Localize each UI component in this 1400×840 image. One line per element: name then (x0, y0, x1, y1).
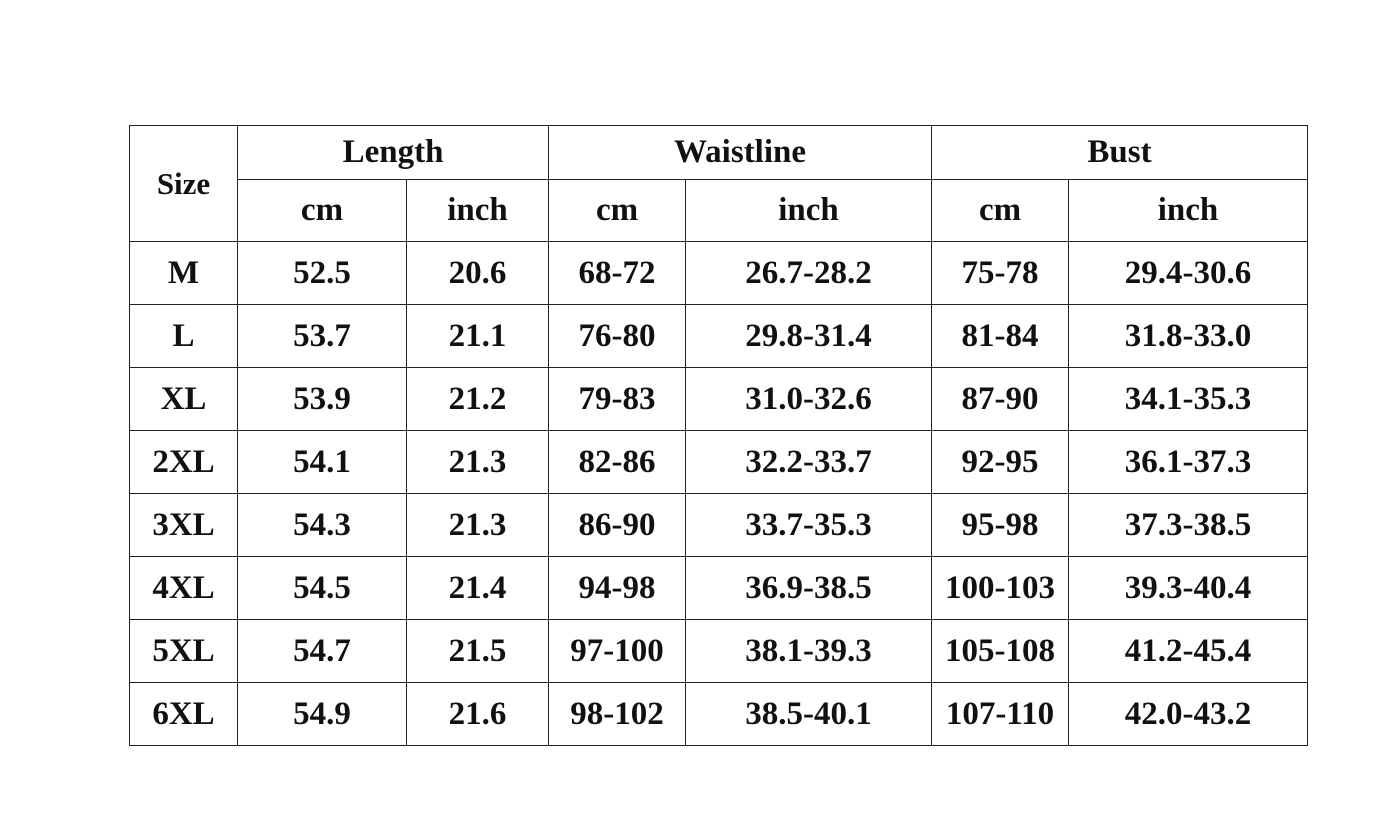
waistline-cm-cell: 82-86 (549, 431, 686, 494)
length-cm-cell: 52.5 (238, 242, 407, 305)
waistline-header: Waistline (549, 126, 932, 180)
size-cell: 6XL (130, 683, 238, 746)
waistline-cm-cell: 86-90 (549, 494, 686, 557)
waistline-cm-header: cm (549, 180, 686, 242)
waistline-cm-cell: 97-100 (549, 620, 686, 683)
length-inch-cell: 21.4 (407, 557, 549, 620)
size-cell: L (130, 305, 238, 368)
waistline-inch-cell: 31.0-32.6 (686, 368, 932, 431)
waistline-inch-cell: 33.7-35.3 (686, 494, 932, 557)
unit-header-row (130, 180, 1308, 242)
waistline-inch-cell: 26.7-28.2 (686, 242, 932, 305)
length-header: Length (238, 126, 549, 180)
bust-cm-cell: 87-90 (932, 368, 1069, 431)
bust-cm-cell: 92-95 (932, 431, 1069, 494)
bust-inch-cell: 36.1-37.3 (1069, 431, 1308, 494)
bust-inch-header: inch (1069, 180, 1308, 242)
size-cell: 2XL (130, 431, 238, 494)
length-inch-cell: 21.1 (407, 305, 549, 368)
length-cm-cell: 53.9 (238, 368, 407, 431)
table-row (130, 242, 1308, 305)
waistline-cm-cell: 68-72 (549, 242, 686, 305)
waistline-cm-cell: 98-102 (549, 683, 686, 746)
waistline-cm-cell: 79-83 (549, 368, 686, 431)
bust-inch-cell: 29.4-30.6 (1069, 242, 1308, 305)
bust-cm-cell: 81-84 (932, 305, 1069, 368)
bust-cm-cell: 75-78 (932, 242, 1069, 305)
bust-inch-cell: 42.0-43.2 (1069, 683, 1308, 746)
length-inch-cell: 21.3 (407, 494, 549, 557)
table-row (130, 620, 1308, 683)
bust-inch-cell: 31.8-33.0 (1069, 305, 1308, 368)
table-row (130, 431, 1308, 494)
table-row (130, 494, 1308, 557)
length-cm-cell: 54.9 (238, 683, 407, 746)
bust-cm-cell: 105-108 (932, 620, 1069, 683)
length-cm-cell: 54.1 (238, 431, 407, 494)
size-cell: M (130, 242, 238, 305)
size-cell: 5XL (130, 620, 238, 683)
waistline-cm-cell: 76-80 (549, 305, 686, 368)
length-inch-header: inch (407, 180, 549, 242)
length-cm-cell: 53.7 (238, 305, 407, 368)
waistline-inch-cell: 29.8-31.4 (686, 305, 932, 368)
table-row (130, 557, 1308, 620)
waistline-inch-cell: 38.1-39.3 (686, 620, 932, 683)
length-inch-cell: 21.5 (407, 620, 549, 683)
waistline-inch-cell: 36.9-38.5 (686, 557, 932, 620)
size-cell: XL (130, 368, 238, 431)
length-cm-cell: 54.3 (238, 494, 407, 557)
length-inch-cell: 20.6 (407, 242, 549, 305)
bust-inch-cell: 41.2-45.4 (1069, 620, 1308, 683)
table-row (130, 305, 1308, 368)
length-inch-cell: 21.6 (407, 683, 549, 746)
length-cm-header: cm (238, 180, 407, 242)
length-cm-cell: 54.5 (238, 557, 407, 620)
length-inch-cell: 21.2 (407, 368, 549, 431)
bust-inch-cell: 37.3-38.5 (1069, 494, 1308, 557)
waistline-inch-cell: 38.5-40.1 (686, 683, 932, 746)
bust-cm-header: cm (932, 180, 1069, 242)
size-cell: 3XL (130, 494, 238, 557)
length-inch-cell: 21.3 (407, 431, 549, 494)
bust-cm-cell: 95-98 (932, 494, 1069, 557)
length-cm-cell: 54.7 (238, 620, 407, 683)
bust-cm-cell: 100-103 (932, 557, 1069, 620)
bust-inch-cell: 39.3-40.4 (1069, 557, 1308, 620)
waistline-inch-cell: 32.2-33.7 (686, 431, 932, 494)
group-header-row (130, 126, 1308, 180)
waistline-cm-cell: 94-98 (549, 557, 686, 620)
bust-header: Bust (932, 126, 1308, 180)
size-header: Size (130, 126, 238, 242)
bust-cm-cell: 107-110 (932, 683, 1069, 746)
bust-inch-cell: 34.1-35.3 (1069, 368, 1308, 431)
table-row (130, 683, 1308, 746)
table-row (130, 368, 1308, 431)
size-chart-table (129, 125, 1308, 746)
size-cell: 4XL (130, 557, 238, 620)
waistline-inch-header: inch (686, 180, 932, 242)
